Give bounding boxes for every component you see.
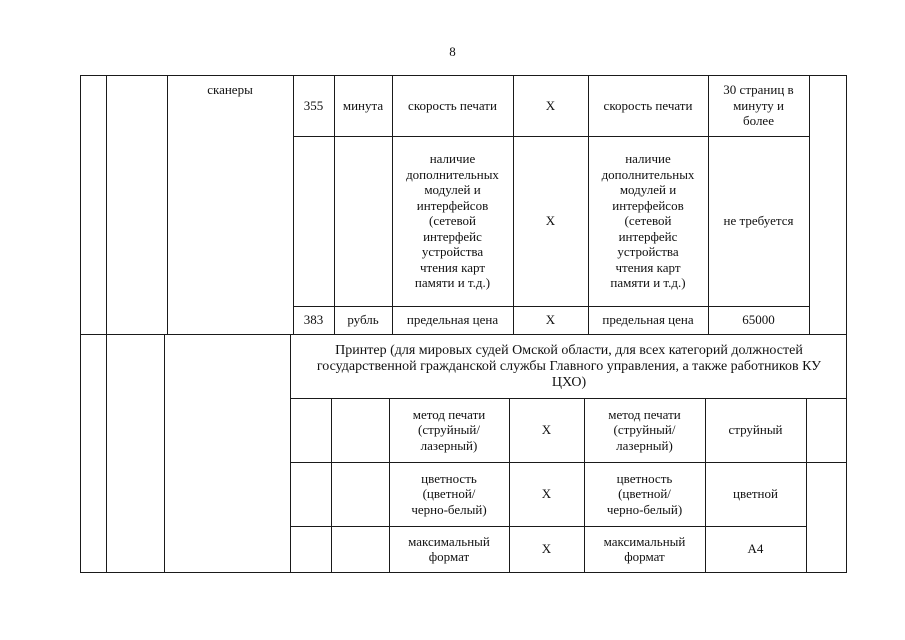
section-title: Принтер (для мировых судей Омской области, для всех категорий должностей государственной гражданской службы Главного управления, а также работников КУ ЦХО) (316, 342, 822, 390)
section-divider (80, 334, 846, 335)
column-divider (167, 75, 168, 335)
mark-cell: Х (541, 541, 552, 557)
table-right-border (846, 75, 847, 573)
column-divider (164, 334, 165, 573)
column-divider (331, 398, 332, 573)
code-cell: 383 (303, 312, 324, 328)
characteristic-cell: скорость печати (408, 97, 497, 113)
column-divider (806, 398, 807, 573)
column-divider (290, 334, 291, 573)
characteristic-cell: максимальный формат (603, 533, 686, 564)
value-cell: цветной (733, 486, 778, 502)
table-bottom-border (80, 572, 846, 573)
mark-cell: Х (541, 422, 552, 438)
value-cell: 30 страниц в минуту и более (723, 82, 794, 129)
column-divider (106, 75, 107, 573)
characteristic-cell: цветность (цветной/ черно-белый) (411, 470, 487, 517)
characteristic-cell: наличие дополнительных модулей и интерфейсов (сетевой интерфейс устройства чтения карт памяти и т.д.) (601, 151, 695, 291)
characteristic-cell: предельная цена (406, 312, 499, 328)
characteristic-cell: метод печати (струйный/ лазерный) (412, 406, 486, 453)
characteristic-cell: цветность (цветной/ черно-белый) (606, 470, 683, 517)
characteristic-cell: максимальный формат (408, 533, 490, 564)
mark-cell: Х (545, 312, 556, 328)
code-cell: 355 (303, 97, 324, 113)
value-cell: струйный (728, 422, 783, 438)
page-number: 8 (449, 44, 456, 59)
table-left-border (80, 75, 81, 573)
category-label: сканеры (207, 82, 253, 97)
value-cell: не требуется (723, 213, 794, 229)
characteristic-cell: предельная цена (602, 312, 694, 328)
mark-cell: Х (541, 486, 552, 502)
characteristic-cell: метод печати (струйный/ лазерный) (608, 406, 681, 453)
characteristic-cell: скорость печати (603, 97, 693, 113)
mark-cell: Х (545, 213, 556, 229)
unit-cell: рубль (347, 312, 379, 328)
value-cell: А4 (747, 541, 764, 557)
column-divider (809, 75, 810, 335)
value-cell: 65000 (742, 312, 775, 328)
mark-cell: Х (545, 97, 556, 113)
characteristic-cell: наличие дополнительных модулей и интерфейсов (сетевой интерфейс устройства чтения карт памяти и т.д.) (406, 151, 499, 291)
unit-cell: минута (342, 97, 384, 113)
